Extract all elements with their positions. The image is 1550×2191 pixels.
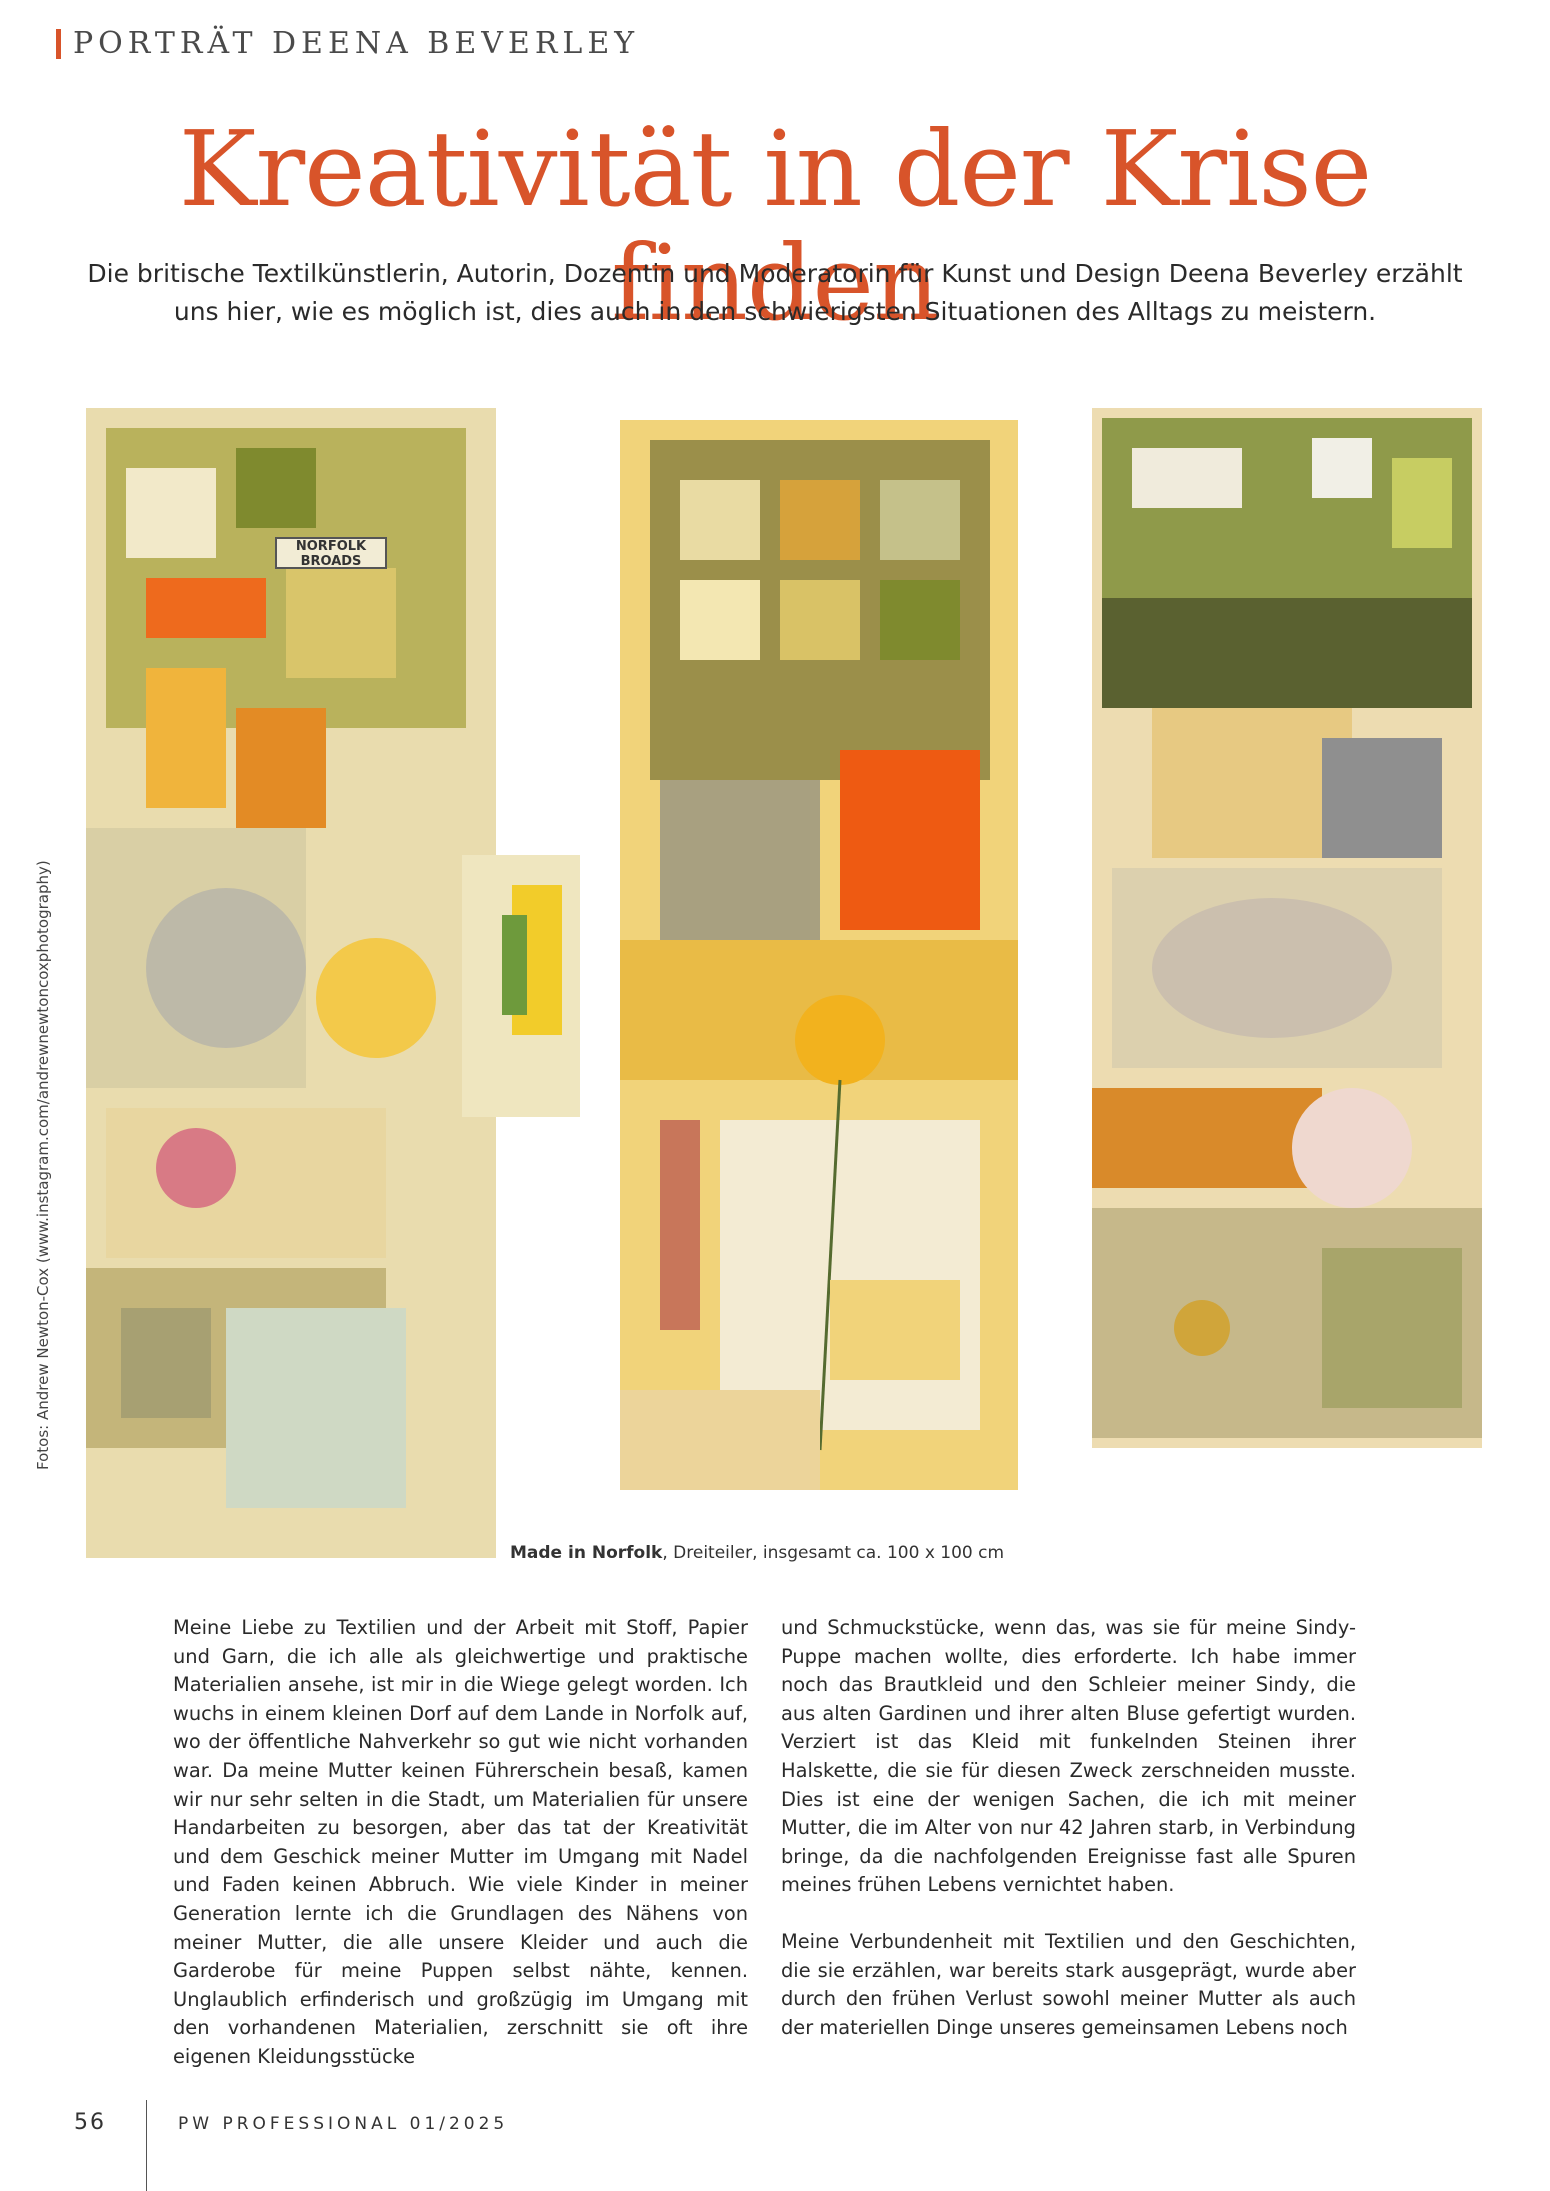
image-caption <box>510 1543 1004 1563</box>
article-lead: Die britische Textilkünstlerin, Autorin, Dozentin und Moderatorin für Kunst und Design Deena Beverley erzählt uns hier, wie es möglich ist, dies auch in den schwierigsten Situationen des Alltags zu meistern. <box>87 259 1463 326</box>
kicker-bar <box>56 29 61 59</box>
artwork-panel-left-tab <box>462 855 580 1117</box>
body-paragraph: Meine Liebe zu Textilien und der Arbeit mit Stoff, Papier und Garn, die ich alle als gleichwertige und praktische Materialien ansehe, ist mir in die Wiege gelegt worden. Ich wuchs in einem kleinen Dorf auf dem Lande in Norfolk auf, wo der öffentliche Nahverkehr so gut wie nicht vorhanden war. Da meine Mutter keinen Führerschein besaß, kamen wir nur sehr selten in die Stadt, um Materialien für unsere Handarbeiten zu besorgen, aber das tat der Kreativität und dem Geschick meiner Mutter im Umgang mit Nadel und Faden keinen Abbruch. Wie viele Kinder in meiner Generation lernte ich die Grundlagen des Nähens von meiner Mutter, die alle unsere Kleider und auch die Garderobe für meine Puppen selbst nähte, kennen. Unglaublich erfinderisch und großzügig im Umgang mit den vorhandenen Materialien, zerschnitt sie oft ihre eigenen Kleidungsstücke <box>173 1616 748 2068</box>
photo-credit: Fotos: Andrew Newton-Cox (www.instagram.com/andrewnewtoncoxphotography) <box>34 860 52 1470</box>
article-headline: Kreativität in der Krise finden <box>178 108 1372 345</box>
norfolk-patch-line1: NORFOLK <box>295 539 367 554</box>
body-column-left <box>173 1614 748 2100</box>
footer-divider <box>146 2100 147 2191</box>
section-kicker <box>56 26 639 61</box>
artwork-panel-right <box>1092 408 1482 1448</box>
page-number: 56 <box>74 2110 106 2135</box>
body-paragraph: Meine Verbundenheit mit Textilien und den Geschichten, die sie erzählen, war bereits stark ausgeprägt, wurde aber durch den frühen Verlust sowohl meiner Mutter als auch der materiellen Dinge unseres gemeinsamen Lebens noch <box>781 1929 1356 2039</box>
body-paragraph: und Schmuckstücke, wenn das, was sie für meine Sindy-Puppe machen wollte, dies erforderte. Ich habe immer noch das Brautkleid und den Schleier meiner Sindy, die aus alten Gardinen und ihrer alten Bluse gefertigt wurden. Verziert ist das Kleid mit funkelnden Steinen ihrer Halskette, die sie für diesen Zweck zerschneiden musste. Dies ist eine der wenigen Sachen, die ich mit meiner Mutter, die im Alter von nur 42 Jahren starb, in Verbindung bringe, da die nachfolgenden Ereignisse fast alle Spuren meines frühen Lebens vernichtet haben. <box>781 1616 1356 1897</box>
artwork-panel-center <box>620 420 1018 1490</box>
magazine-issue: PW PROFESSIONAL 01/2025 <box>178 2114 509 2134</box>
artwork-panel-left <box>86 408 496 1558</box>
caption-text: , Dreiteiler, insgesamt ca. 100 x 100 cm <box>662 1543 1005 1563</box>
kicker-text: PORTRÄT DEENA BEVERLEY <box>73 26 640 61</box>
caption-title: Made in Norfolk <box>510 1543 663 1563</box>
norfolk-patch-line2: BROADS <box>300 554 362 569</box>
body-column-right <box>781 1614 1356 2070</box>
